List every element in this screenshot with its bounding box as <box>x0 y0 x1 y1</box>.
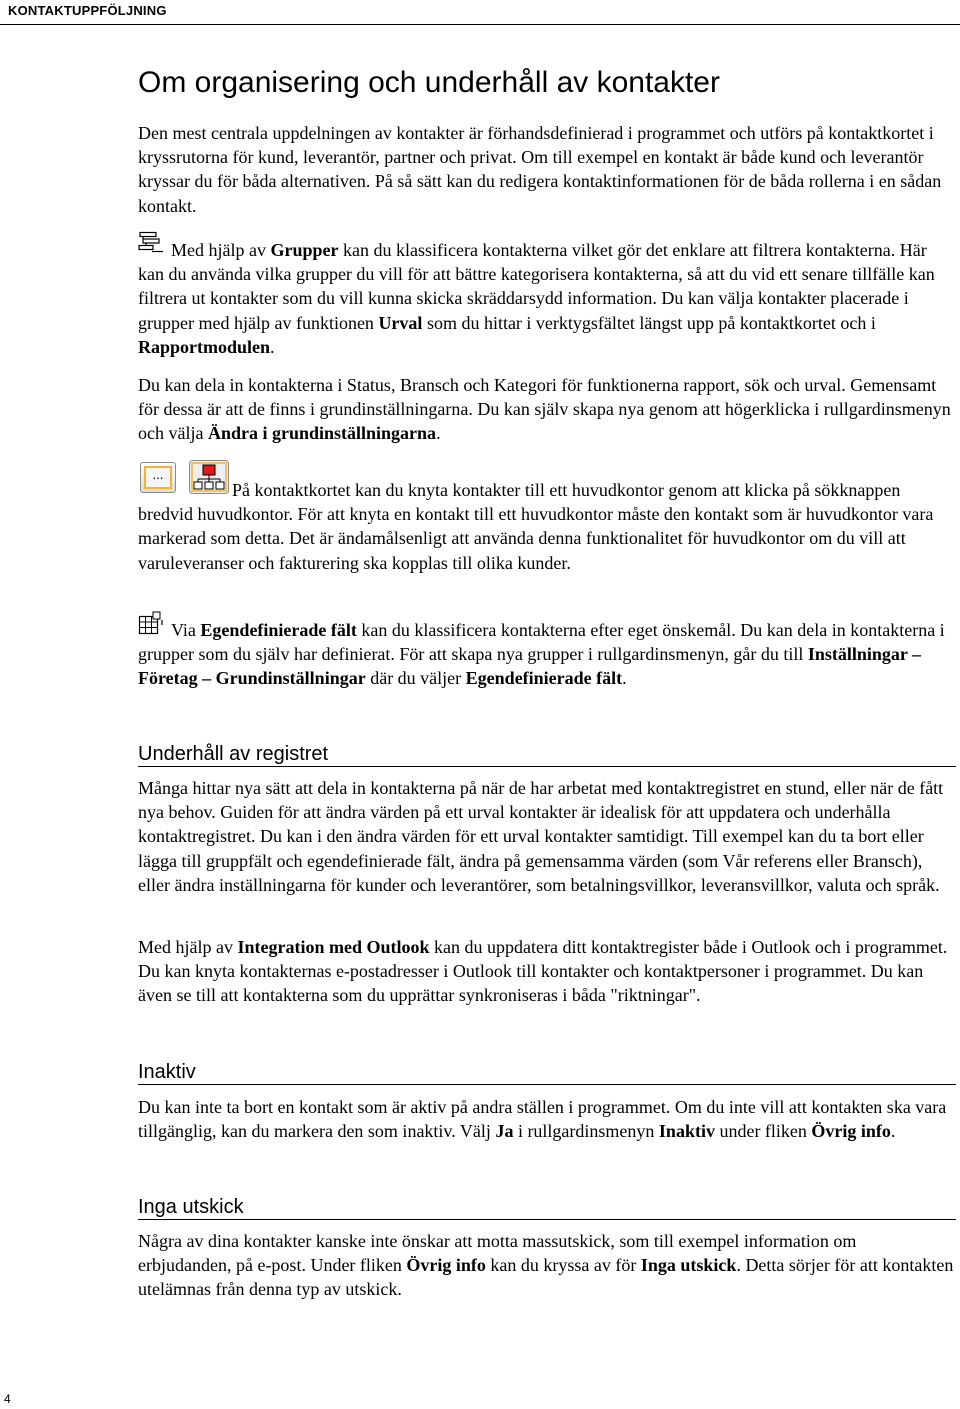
maintenance-heading-rule <box>138 766 956 767</box>
page-number: 4 <box>4 1392 11 1406</box>
nomail-heading: Inga utskick <box>138 1196 244 1218</box>
urval-term: Urval <box>378 312 423 333</box>
custom-fields-term: Egendefinierade fält <box>200 620 357 640</box>
headoffice-paragraph: På kontaktkortet kan du knyta kontakter till ett huvudkontor genom att klicka på sökknappen bredvid huvudkontor. För att knyta en kontakt till ett huvudkontor måste den kontakt som är huvudkontor vara markerad som detta. Det är ändamålsenligt att använda denna funktionalitet för huvudkontor om du vill att varuleveranser och fakturering ska kopplas till olika kunder. <box>138 480 934 573</box>
running-header <box>0 0 960 25</box>
nomail-heading-rule <box>138 1219 956 1220</box>
yes-term: Ja <box>495 1121 514 1142</box>
report-module-term: Rapportmodulen <box>138 336 271 357</box>
inactive-heading: Inaktiv <box>138 1061 196 1083</box>
other-info-term: Övrig info <box>811 1121 891 1142</box>
settings-change-term: Ändra i grundinställningarna <box>207 423 437 444</box>
maintenance-paragraph: Många hittar nya sätt att dela in kontakterna på när de har arbetat med kontaktregistret en stund, eller när de fått nya behov. Guiden för att ändra värden på ett urval kontakter är idealisk för att uppdatera och underhålla kontaktregistret. Du kan i den ändra värden för ett urval kontakter samtidigt. Till exempel kan du ta bort eller lägga till gruppfält och egendefinierade fält, ändra på gemensamma värden (som Vår referens eller Bransch), eller ändra inställningarna för kunder och leverantörer, som betalningsvillkor, leveransvillkor, valuta och språk. <box>138 778 944 895</box>
outlook-integration-term: Integration med Outlook <box>237 937 430 957</box>
status-paragraph: Du kan dela in kontakterna i Status, Bransch och Kategori för funktionerna rapport, sök och urval. Gemensamt för dessa är att de finns i grundinställningarna. Du kan själv skapa nya genom att högerklicka i rullgardinsmenyn och välja Ändra i grundinställningarna. <box>138 375 951 444</box>
nomail-paragraph: Några av dina kontakter kanske inte önskar att motta massutskick, som till exempel information om erbjudanden, på e-post. Under fliken Övrig info kan du kryssa av för Inga utskick. Detta sörjer för att kontakten utelämnas från denna typ av utskick. <box>138 1231 954 1300</box>
outlook-paragraph: Med hjälp av Integration med Outlook kan du uppdatera ditt kontaktregister både i Outlook och i programmet. Du kan knyta kontakternas e-postadresser i Outlook till kontakter och kontaktpersoner i programmet. Du kan även se till att kontakterna som du upprättar synkroniseras i båda "riktningar". <box>138 937 948 1006</box>
groups-paragraph: Med hjälp av Grupper kan du klassificera kontakterna vilket gör det enklare att filtrera kontakterna. Här kan du använda vilka grupper du vill för att bättre kategorisera kontakterna, så att du vid ett senare tillfälle kan filtrera ut kontakter som du vill kunna skicka skräddarsydd information. Du kan välja kontakter placerade i grupper med hjälp av funktionen Urval som du hittar i verktygsfältet längst upp på kontaktkortet och i Rapportmodulen. <box>138 240 935 357</box>
intro-paragraph: Den mest centrala uppdelningen av kontakter är förhandsdefinierad i programmet och utförs på kontaktkortet i kryssrutorna för kund, leverantör, partner och privat. Om till exempel en kontakt är både kund och leverantör kryssar du för båda alternativen. På så sätt kan du redigera kontaktinformationen för de båda rollerna i en sådan kontakt. <box>138 123 942 216</box>
custom-fields-term-2: Egendefinierade fält <box>465 668 623 689</box>
settings-path-term: Inställningar – Företag – Grundinställningar <box>138 644 922 689</box>
inactive-paragraph: Du kan inte ta bort en kontakt som är aktiv på andra ställen i programmet. Om du inte vill att kontakten ska vara tillgänglig, kan du markera den som inaktiv. Välj Ja i rullgardinsmenyn Inaktiv under fliken Övrig info. <box>138 1097 947 1142</box>
groups-term: Grupper <box>270 240 339 260</box>
inactive-heading-rule <box>138 1084 956 1085</box>
page-title: Om organisering och underhåll av kontakter <box>138 66 720 99</box>
maintenance-heading: Underhåll av registret <box>138 743 329 765</box>
no-mailings-term: Inga utskick <box>640 1255 737 1276</box>
other-info-term-2: Övrig info <box>406 1255 486 1276</box>
custom-fields-paragraph: Via Egendefinierade fält kan du klassificera kontakterna efter eget önskemål. Du kan dela in kontakterna i grupper som du själv har definierat. För att skapa nya grupper i rullgardinsmenyn, går du till Inställningar – Företag – Grundinställningar där du väljer Egendefinierade fält. <box>138 620 945 689</box>
browse-button-glyph: ... <box>144 466 172 489</box>
running-header-title: KONTAKTUPPFÖLJNING <box>8 3 167 18</box>
inactive-term: Inaktiv <box>658 1121 715 1142</box>
